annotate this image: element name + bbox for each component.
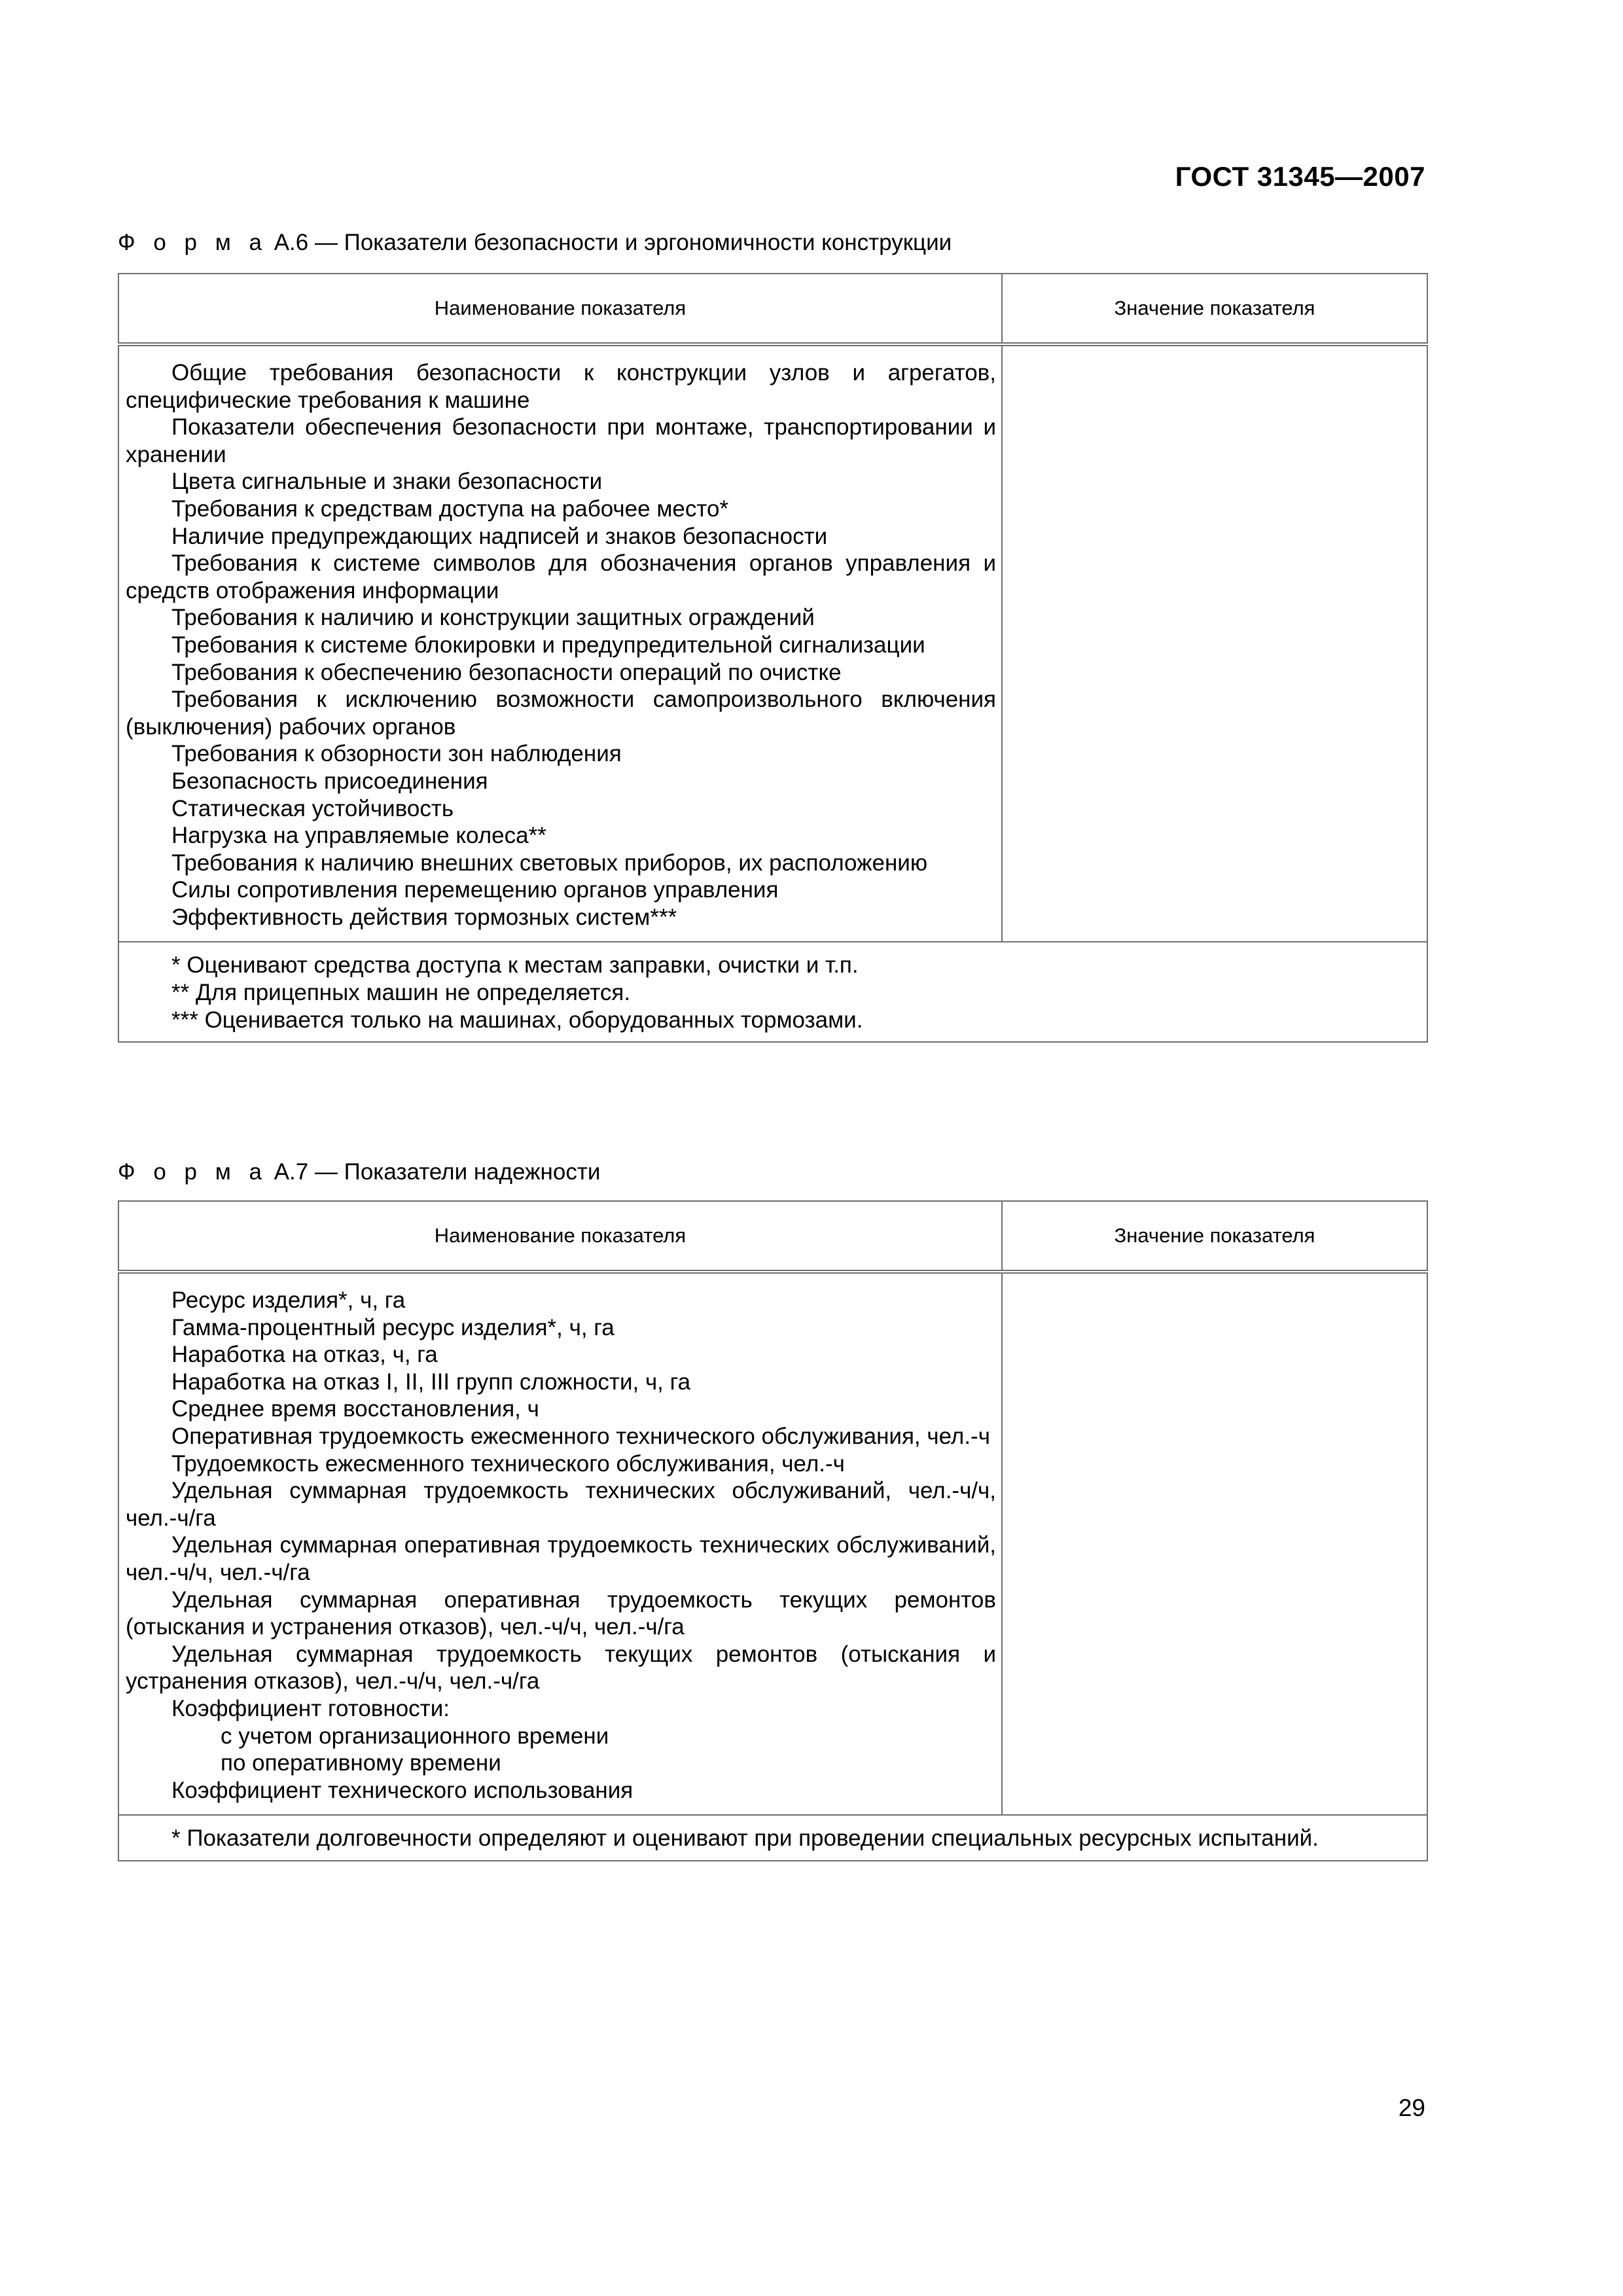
list-item: Наработка на отказ I, II, III групп сложности, ч, га	[171, 1369, 691, 1395]
column-header-value: Значение показателя	[1002, 1201, 1427, 1272]
table-header-row	[118, 1201, 1427, 1272]
list-item: Нагрузка на управляемые колеса**	[171, 823, 546, 849]
list-item: Безопасность присоединения	[171, 768, 488, 794]
list-item: Требования к наличию внешних световых приборов, их расположению	[171, 850, 928, 876]
list-item: Показатели обеспечения безопасности при монтаже, транспортировании и хранении	[126, 414, 996, 467]
form-a6-table	[118, 273, 1428, 1043]
list-item: Общие требования безопасности к конструкции узлов и агрегатов, специфические требования к машине	[126, 360, 996, 413]
form-a7-table	[118, 1200, 1428, 1861]
value-cell	[1002, 1272, 1427, 1815]
list-item: Удельная суммарная трудоемкость текущих ремонтов (отыскания и устранения отказов), чел.-ч/ч, чел.-ч/га	[126, 1641, 996, 1695]
footnote: * Показатели долговечности определяют и оценивают при проведении специальных ресурсных испытаний.	[171, 1825, 1319, 1852]
list-item: Эффективность действия тормозных систем***	[171, 904, 677, 930]
list-item: Требования к обеспечению безопасности операций по очистке	[171, 659, 842, 685]
list-item: Оперативная трудоемкость ежесменного технического обслуживания, чел.-ч	[171, 1423, 990, 1449]
list-item: по оперативному времени	[221, 1750, 501, 1776]
indicator-list	[118, 1272, 1002, 1815]
indicator-list	[118, 344, 1002, 942]
form-a6-title-text: А.6 — Показатели безопасности и эргономичности конструкции	[274, 230, 952, 255]
table-body-row	[118, 1272, 1427, 1815]
form-a7-title-text: А.7 — Показатели надежности	[274, 1159, 601, 1185]
list-item: Требования к системе блокировки и предупредительной сигнализации	[171, 632, 925, 658]
list-item: Требования к обзорности зон наблюдения	[171, 741, 622, 767]
table-notes-row	[118, 1815, 1427, 1861]
list-item: Цвета сигнальные и знаки безопасности	[171, 469, 603, 495]
form-a6-prefix: Ф о р м а	[118, 230, 268, 255]
footnote: ** Для прицепных машин не определяется.	[171, 980, 631, 1006]
document-code: ГОСТ 31345—2007	[1175, 161, 1425, 192]
list-item: Среднее время восстановления, ч	[171, 1396, 539, 1422]
form-a7-prefix: Ф о р м а	[118, 1159, 268, 1185]
list-item: Требования к наличию и конструкции защитных ограждений	[171, 605, 815, 631]
table-notes-row	[118, 942, 1427, 1042]
value-cell	[1002, 344, 1427, 942]
table-notes	[118, 1815, 1427, 1861]
list-item: Удельная суммарная трудоемкость технических обслуживаний, чел.-ч/ч, чел.-ч/га	[126, 1478, 996, 1531]
page-number: 29	[1398, 2094, 1425, 2121]
list-item: Наличие предупреждающих надписей и знаков безопасности	[171, 523, 828, 549]
form-a7-title	[118, 1159, 600, 1185]
list-item: Требования к исключению возможности самопроизвольного включения (выключения) рабочих органов	[126, 687, 996, 740]
table-body-row	[118, 344, 1427, 942]
footnote: * Оценивают средства доступа к местам заправки, очистки и т.п.	[171, 952, 859, 978]
column-header-value: Значение показателя	[1002, 274, 1427, 344]
list-item: Коэффициент готовности:	[171, 1695, 450, 1721]
list-item: Гамма-процентный ресурс изделия*, ч, га	[171, 1314, 615, 1340]
list-item: Удельная суммарная оперативная трудоемкость технических обслуживаний, чел.-ч/ч, чел.-ч/га	[126, 1532, 996, 1585]
list-item: Коэффициент технического использования	[171, 1777, 633, 1803]
list-item: Силы сопротивления перемещению органов управления	[171, 877, 779, 903]
list-item: Удельная суммарная оперативная трудоемкость текущих ремонтов (отыскания и устранения отказов), чел.-ч/ч, чел.-ч/га	[126, 1587, 996, 1640]
list-item: Требования к системе символов для обозначения органов управления и средств отображения информации	[126, 550, 996, 603]
column-header-name: Наименование показателя	[118, 274, 1002, 344]
list-item: Ресурс изделия*, ч, га	[171, 1287, 406, 1313]
list-item: Наработка на отказ, ч, га	[171, 1342, 438, 1368]
list-item: Статическая устойчивость	[171, 795, 454, 821]
footnote: *** Оценивается только на машинах, оборудованных тормозами.	[171, 1007, 863, 1033]
table-notes	[118, 942, 1427, 1042]
list-item: с учетом организационного времени	[221, 1723, 609, 1749]
list-item: Требования к средствам доступа на рабочее место*	[171, 495, 729, 522]
table-header-row	[118, 274, 1427, 344]
form-a6-title	[118, 230, 952, 256]
list-item: Трудоемкость ежесменного технического обслуживания, чел.-ч	[171, 1450, 845, 1477]
column-header-name: Наименование показателя	[118, 1201, 1002, 1272]
